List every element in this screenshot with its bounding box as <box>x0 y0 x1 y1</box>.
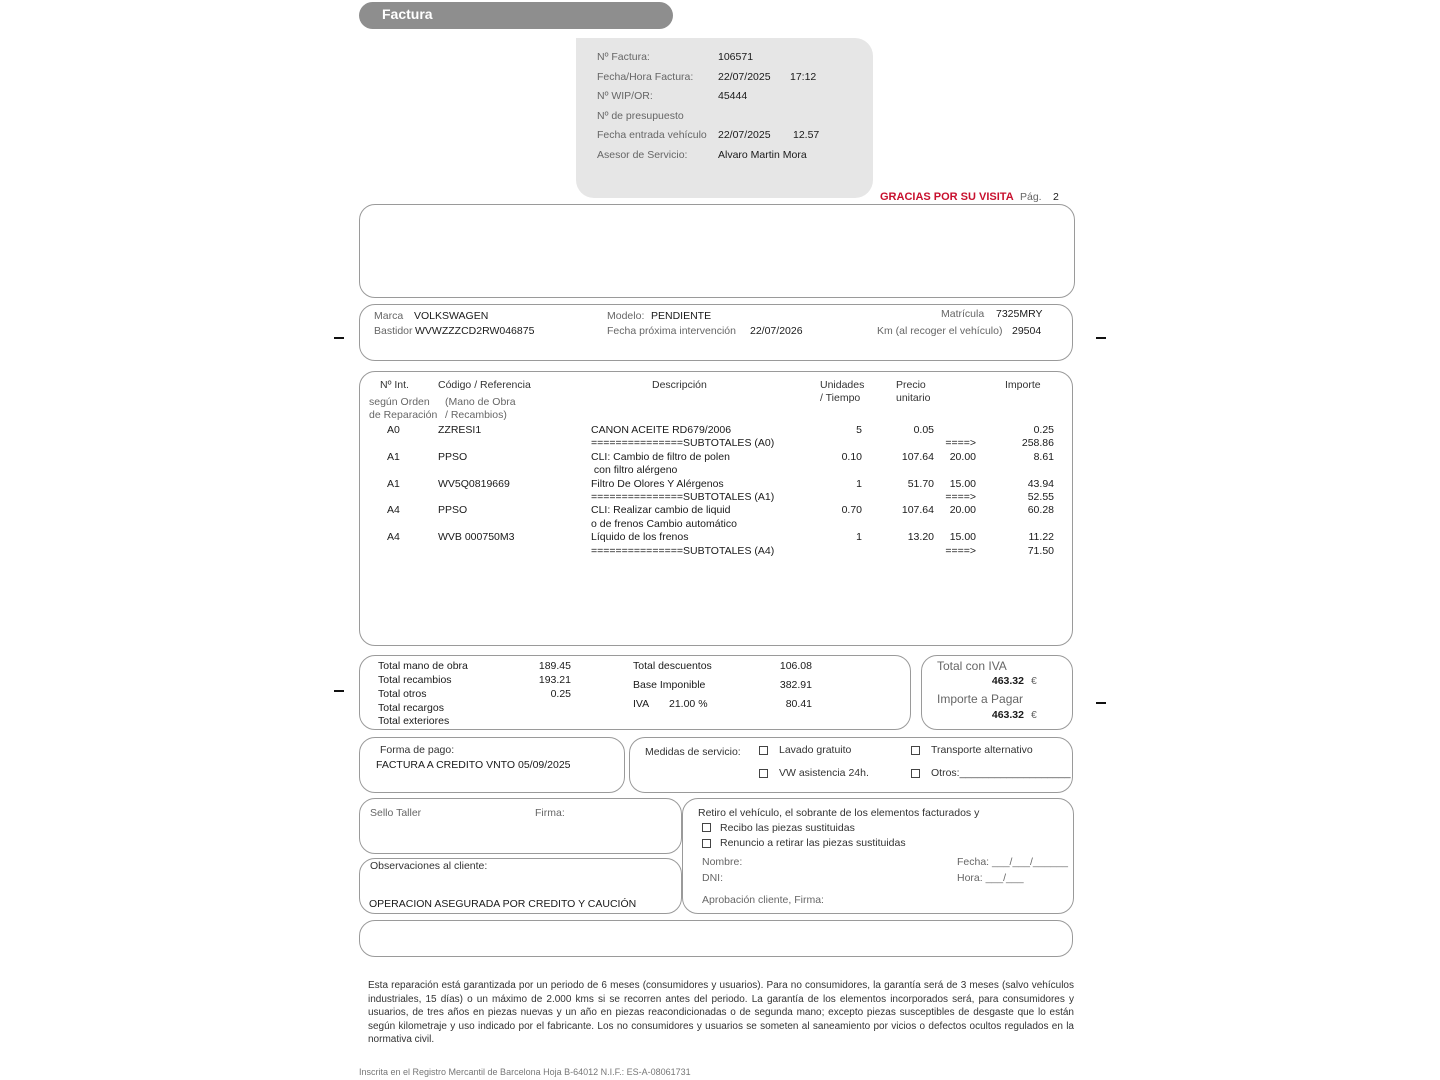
total-iva-value: 463.32 <box>991 675 1024 687</box>
renuncio-checkbox[interactable] <box>702 839 711 848</box>
otros-service-label: Otros:___________________ <box>931 767 1071 779</box>
base-value: 382.91 <box>779 679 812 691</box>
cell-nint: A1 <box>387 450 400 463</box>
fold-mark-left-2 <box>334 690 344 692</box>
th-codigo-sub1: (Mano de Obra <box>445 396 516 408</box>
iva-pct: 21.00 % <box>669 698 708 710</box>
cell-precio: 107.64 <box>901 504 934 517</box>
cell-codigo: PPSO <box>438 450 468 463</box>
fold-mark-left-1 <box>334 337 344 339</box>
cell-unidades: 0.10 <box>841 450 862 463</box>
exteriores-label: Total exteriores <box>378 715 450 727</box>
cell-nint: A4 <box>387 531 400 544</box>
km-label: Km (al recoger el vehículo) <box>877 325 1003 337</box>
aprobacion-label: Aprobación cliente, Firma: <box>702 894 824 906</box>
marca-value: VOLKSWAGEN <box>414 310 489 322</box>
header-bar <box>359 2 673 29</box>
th-descripcion: Descripción <box>652 379 707 391</box>
page-number: 2 <box>1053 191 1059 203</box>
cell-descripcion: ===============SUBTOTALES (A0) <box>591 437 775 450</box>
cell-codigo: WVB 000750M3 <box>438 531 515 544</box>
cell-descuento: ====> <box>945 544 976 557</box>
th-unidades: Unidades <box>820 379 865 391</box>
payment-label: Forma de pago: <box>380 744 455 756</box>
observaciones-value: OPERACION ASEGURADA POR CREDITO Y CAUCIÓN <box>369 898 637 910</box>
base-label: Base Imponible <box>633 679 706 691</box>
cell-descripcion: ===============SUBTOTALES (A1) <box>591 491 775 503</box>
observaciones-label: Observaciones al cliente: <box>370 860 488 872</box>
fecha-label: Fecha: ___/___/______ <box>957 856 1068 868</box>
cell-nint: A0 <box>387 424 400 436</box>
cell-importe: 52.55 <box>1027 491 1054 503</box>
bastidor-value: WVWZZZCD2RW046875 <box>415 325 535 337</box>
mano-obra-label: Total mano de obra <box>378 660 468 672</box>
proxima-label: Fecha próxima intervención <box>607 325 736 337</box>
th-nint-sub2: de Reparación <box>369 409 438 421</box>
km-value: 29504 <box>1012 325 1042 337</box>
blank-box <box>359 920 1073 957</box>
importe-pagar-label: Importe a Pagar <box>937 692 1024 706</box>
importe-pagar-value: 463.32 <box>991 709 1024 721</box>
invoice-info-value: Alvaro Martin Mora <box>718 148 807 161</box>
otros-value: 0.25 <box>550 688 571 700</box>
cell-unidades: 1 <box>856 531 862 544</box>
cell-descripcion: CLI: Cambio de filtro de polen <box>591 450 730 463</box>
dni-label: DNI: <box>702 872 723 884</box>
cell-precio: 51.70 <box>907 477 934 490</box>
asistencia-label: VW asistencia 24h. <box>779 767 869 779</box>
cell-importe: 71.50 <box>1027 544 1054 557</box>
cell-codigo: PPSO <box>438 504 468 517</box>
cell-descuento: ====> <box>945 491 976 503</box>
cell-descuento: 20.00 <box>949 504 976 517</box>
invoice-info-label: Nº de presupuesto <box>597 109 684 122</box>
cell-descuento: 15.00 <box>949 531 976 544</box>
recibo-checkbox[interactable] <box>702 823 711 832</box>
cell-nint: A1 <box>387 477 400 490</box>
invoice-info-label: Fecha entrada vehículo <box>597 129 707 141</box>
cell-descripcion: Filtro De Olores Y Alérgenos <box>591 477 724 490</box>
invoice-info-value: 106571 <box>718 51 754 63</box>
cell-precio: 0.05 <box>913 424 934 436</box>
retiro-title: Retiro el vehículo, el sobrante de los elementos facturados y <box>698 807 980 819</box>
invoice-info-value: 22/07/2025 <box>718 129 771 141</box>
renuncio-label: Renuncio a retirar las piezas sustituidas <box>720 837 906 849</box>
invoice-info-label: Nº Factura: <box>597 51 650 63</box>
cell-codigo: ZZRESI1 <box>438 424 482 436</box>
bastidor-label: Bastidor <box>374 325 413 337</box>
otros-label: Total otros <box>378 688 427 700</box>
cell-descripcion: Líquido de los frenos <box>591 531 689 544</box>
invoice-info-label: Asesor de Servicio: <box>597 148 688 161</box>
transporte-checkbox[interactable] <box>911 746 920 755</box>
th-importe: Importe <box>1005 379 1041 391</box>
cell-importe: 8.61 <box>1033 450 1054 463</box>
iva-value: 80.41 <box>785 698 812 710</box>
hora-label: Hora: ___/___ <box>957 872 1024 884</box>
invoice-info-label: Fecha/Hora Factura: <box>597 70 694 83</box>
cell-descripcion: o de frenos Cambio automático <box>591 517 737 530</box>
modelo-value: PENDIENTE <box>651 310 712 322</box>
th-codigo-sub2: / Recambios) <box>445 409 507 421</box>
asistencia-checkbox[interactable] <box>759 769 768 778</box>
recibo-label: Recibo las piezas sustituidas <box>720 822 855 834</box>
cell-precio: 13.20 <box>907 531 934 544</box>
proxima-value: 22/07/2026 <box>750 325 803 337</box>
currency-2: € <box>1031 709 1037 721</box>
cell-importe: 43.94 <box>1027 477 1054 490</box>
sello-label: Sello Taller <box>370 807 422 819</box>
matricula-value: 7325MRY <box>996 308 1043 320</box>
th-nint: Nº Int. <box>380 379 409 391</box>
recargos-label: Total recargos <box>378 702 444 714</box>
cell-importe: 11.22 <box>1028 531 1054 544</box>
th-codigo: Código / Referencia <box>438 379 531 391</box>
cell-descripcion: con filtro alérgeno <box>591 464 678 477</box>
marca-label: Marca <box>374 310 404 322</box>
page-label: Pág. <box>1020 191 1042 203</box>
modelo-label: Modelo: <box>607 310 645 322</box>
warranty-text: Esta reparación está garantizada por un periodo de 6 meses (consumidores y usuarios). Para no consumidores, la garantía será de 3 meses (salvo vehículos industriales, 15 días) o un máximo de 2.000 kms si se recorren antes del periodo. La garantía de los elementos incorporados será, para consumidores y usuarios, de tres años en piezas nuevas y un año en piezas reacondicionadas o de segunda mano; excepto piezas susceptibles de desgaste que lo están según kilometraje y uso indicado por el fabricante. Los no consumidores y usuarios se someten al saneamiento por vicios o defectos ocultos regulados en la normativa civil. <box>368 980 1074 1045</box>
payment-value: FACTURA A CREDITO VNTO 05/09/2025 <box>376 759 571 771</box>
cell-importe: 60.28 <box>1027 504 1054 517</box>
invoice-info-value: 45444 <box>718 90 748 102</box>
fold-mark-right-1 <box>1096 337 1106 339</box>
firma-label: Firma: <box>535 807 565 819</box>
mano-obra-value: 189.45 <box>538 660 571 672</box>
cell-descuento: ====> <box>945 437 976 450</box>
nombre-label: Nombre: <box>702 856 743 868</box>
header-title: Factura <box>382 6 433 22</box>
cell-codigo: WV5Q0819669 <box>438 477 510 490</box>
customer-box <box>359 204 1075 298</box>
fold-mark-right-2 <box>1096 702 1106 704</box>
lavado-checkbox[interactable] <box>759 746 768 755</box>
th-precio: Precio <box>896 379 926 391</box>
cell-importe: 258.86 <box>1021 437 1054 450</box>
cell-descuento: 20.00 <box>949 450 976 463</box>
thanks-message: GRACIAS POR SU VISITA <box>880 191 1014 203</box>
cell-unidades: 1 <box>856 477 862 490</box>
th-nint-sub1: según Orden <box>369 396 430 408</box>
cell-descripcion: CANON ACEITE RD679/2006 <box>591 424 732 436</box>
service-label: Medidas de servicio: <box>645 746 741 758</box>
cell-precio: 107.64 <box>901 450 934 463</box>
recambios-label: Total recambios <box>378 674 452 686</box>
descuentos-label: Total descuentos <box>633 660 712 672</box>
recambios-value: 193.21 <box>538 674 571 686</box>
cell-unidades: 5 <box>856 424 862 436</box>
cell-descripcion: CLI: Realizar cambio de liquid <box>591 504 731 517</box>
transporte-label: Transporte alternativo <box>931 744 1033 756</box>
invoice-info-value: 22/07/2025 <box>718 70 771 83</box>
invoice-info-label: Nº WIP/OR: <box>597 90 653 102</box>
iva-label: IVA <box>633 698 650 710</box>
th-unidades-sub: / Tiempo <box>820 392 861 404</box>
cell-descripcion: ===============SUBTOTALES (A4) <box>591 544 775 557</box>
cell-unidades: 0.70 <box>841 504 862 517</box>
invoice-info-value2: 12.57 <box>793 129 820 141</box>
cell-descuento: 15.00 <box>949 477 976 490</box>
th-precio-sub: unitario <box>896 392 931 404</box>
otros-checkbox[interactable] <box>911 769 920 778</box>
footer-registry: Inscrita en el Registro Mercantil de Barcelona Hoja B-64012 N.I.F.: ES-A-08061731 <box>359 1067 691 1077</box>
matricula-label: Matrícula <box>941 308 985 320</box>
lavado-label: Lavado gratuito <box>779 744 852 756</box>
currency-1: € <box>1031 675 1037 687</box>
cell-importe: 0.25 <box>1033 424 1054 436</box>
cell-nint: A4 <box>387 504 400 517</box>
invoice-info-value2: 17:12 <box>790 70 817 83</box>
total-iva-label: Total con IVA <box>937 659 1007 673</box>
descuentos-value: 106.08 <box>779 660 812 672</box>
